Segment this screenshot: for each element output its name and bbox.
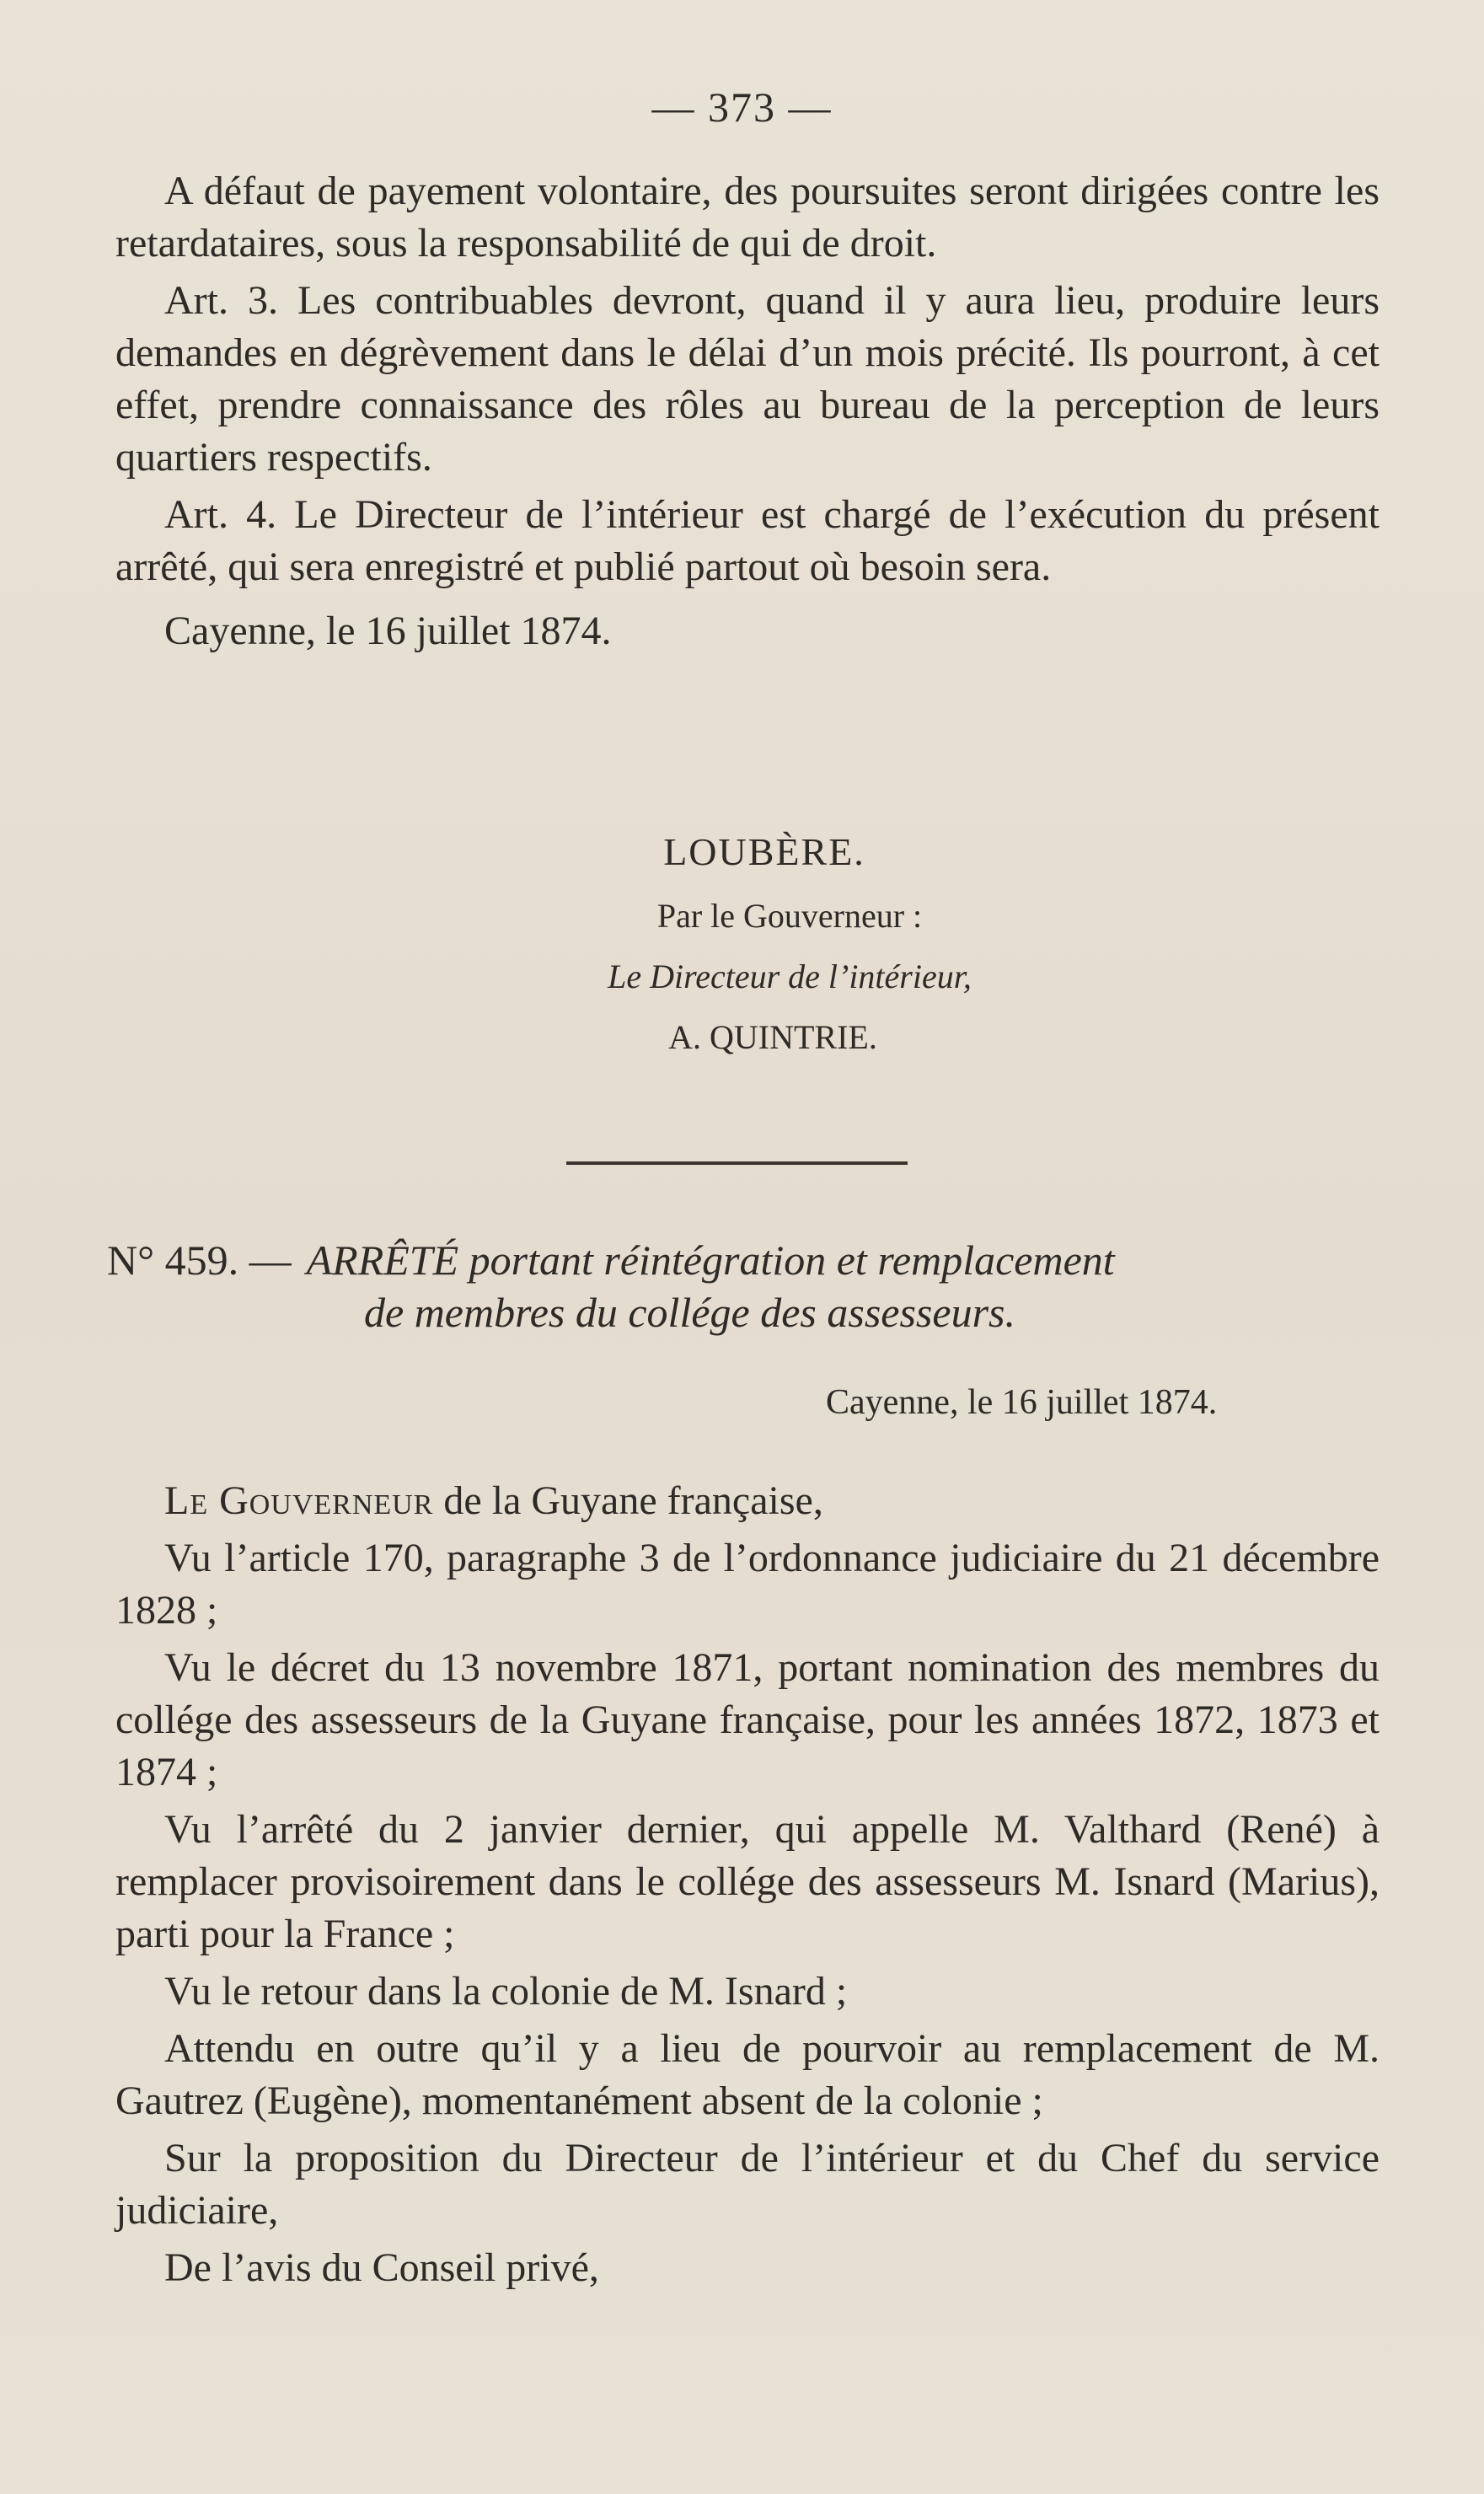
paragraph-payment: A défaut de payement volontaire, des poursuites seront dirigées contre les retardataires, sous la responsabilité de qui de droit.: [115, 169, 1380, 265]
signatory-name: LOUBÈRE.: [663, 830, 865, 873]
paragraph-art-3: Art. 3. Les contribuables devront, quand il y aura lieu, produire leurs demandes en dégrèvement dans le délai d’un mois précité. Ils pourront, à cet effet, prendre connaissance des rôles au bureau de la perception de leurs quartiers respectifs.: [115, 278, 1380, 480]
signatory-role: Le Directeur de l’intérieur,: [608, 957, 972, 995]
page-number: — 373 —: [651, 83, 833, 131]
paragraph-art-4: Art. 4. Le Directeur de l’intérieur est chargé de l’exécution du présent arrêté, qui sera enregistré et publié partout où besoin sera.: [115, 492, 1380, 589]
recital-7: De l’avis du Conseil privé,: [164, 2245, 599, 2290]
decree-body: [115, 1475, 1380, 2299]
closing-date: Cayenne, le 16 juillet 1874.: [164, 609, 612, 653]
decree-title-line1: ARRÊTÉ portant réintégration et remplacement: [306, 1236, 1115, 1284]
recital-6: Sur la proposition du Directeur de l’intérieur et du Chef du service judiciaire,: [115, 2136, 1380, 2233]
recital-3: Vu l’arrêté du 2 janvier dernier, qui appelle M. Valthard (René) à remplacer provisoirement dans le collége des assesseurs M. Isnard (Marius), parti pour la France ;: [115, 1807, 1380, 1956]
recital-4: Vu le retour dans la colonie de M. Isnard ;: [164, 1969, 848, 2014]
decree-number: N° 459. —: [107, 1236, 292, 1284]
decree-title-line2: de membres du collége des assesseurs.: [364, 1289, 1015, 1336]
recital-1: Vu l’article 170, paragraphe 3 de l’ordonnance judiciaire du 21 décembre 1828 ;: [115, 1536, 1380, 1633]
section-divider: [566, 1161, 908, 1165]
opening-rest: de la Guyane française,: [433, 1478, 823, 1523]
continuation-text: [115, 165, 1380, 662]
countersignature: A. QUINTRIE.: [668, 1018, 877, 1056]
decree-heading: [107, 1234, 1388, 1338]
signatory-by: Par le Gouverneur :: [656, 897, 923, 935]
signature-block: [115, 826, 1380, 1069]
recital-2: Vu le décret du 13 novembre 1871, portant nomination des membres du collége des assesseurs de la Guyane française, pour les années 1872, 1873 et 1874 ;: [115, 1645, 1380, 1794]
decree-dateline: Cayenne, le 16 juillet 1874.: [826, 1383, 1218, 1422]
recital-5: Attendu en outre qu’il y a lieu de pourvoir au remplacement de M. Gautrez (Eugène), momentanément absent de la colonie ;: [115, 2026, 1380, 2123]
opening-authority: Le Gouverneur: [164, 1478, 434, 1523]
decree-opening: [115, 1475, 1380, 1527]
